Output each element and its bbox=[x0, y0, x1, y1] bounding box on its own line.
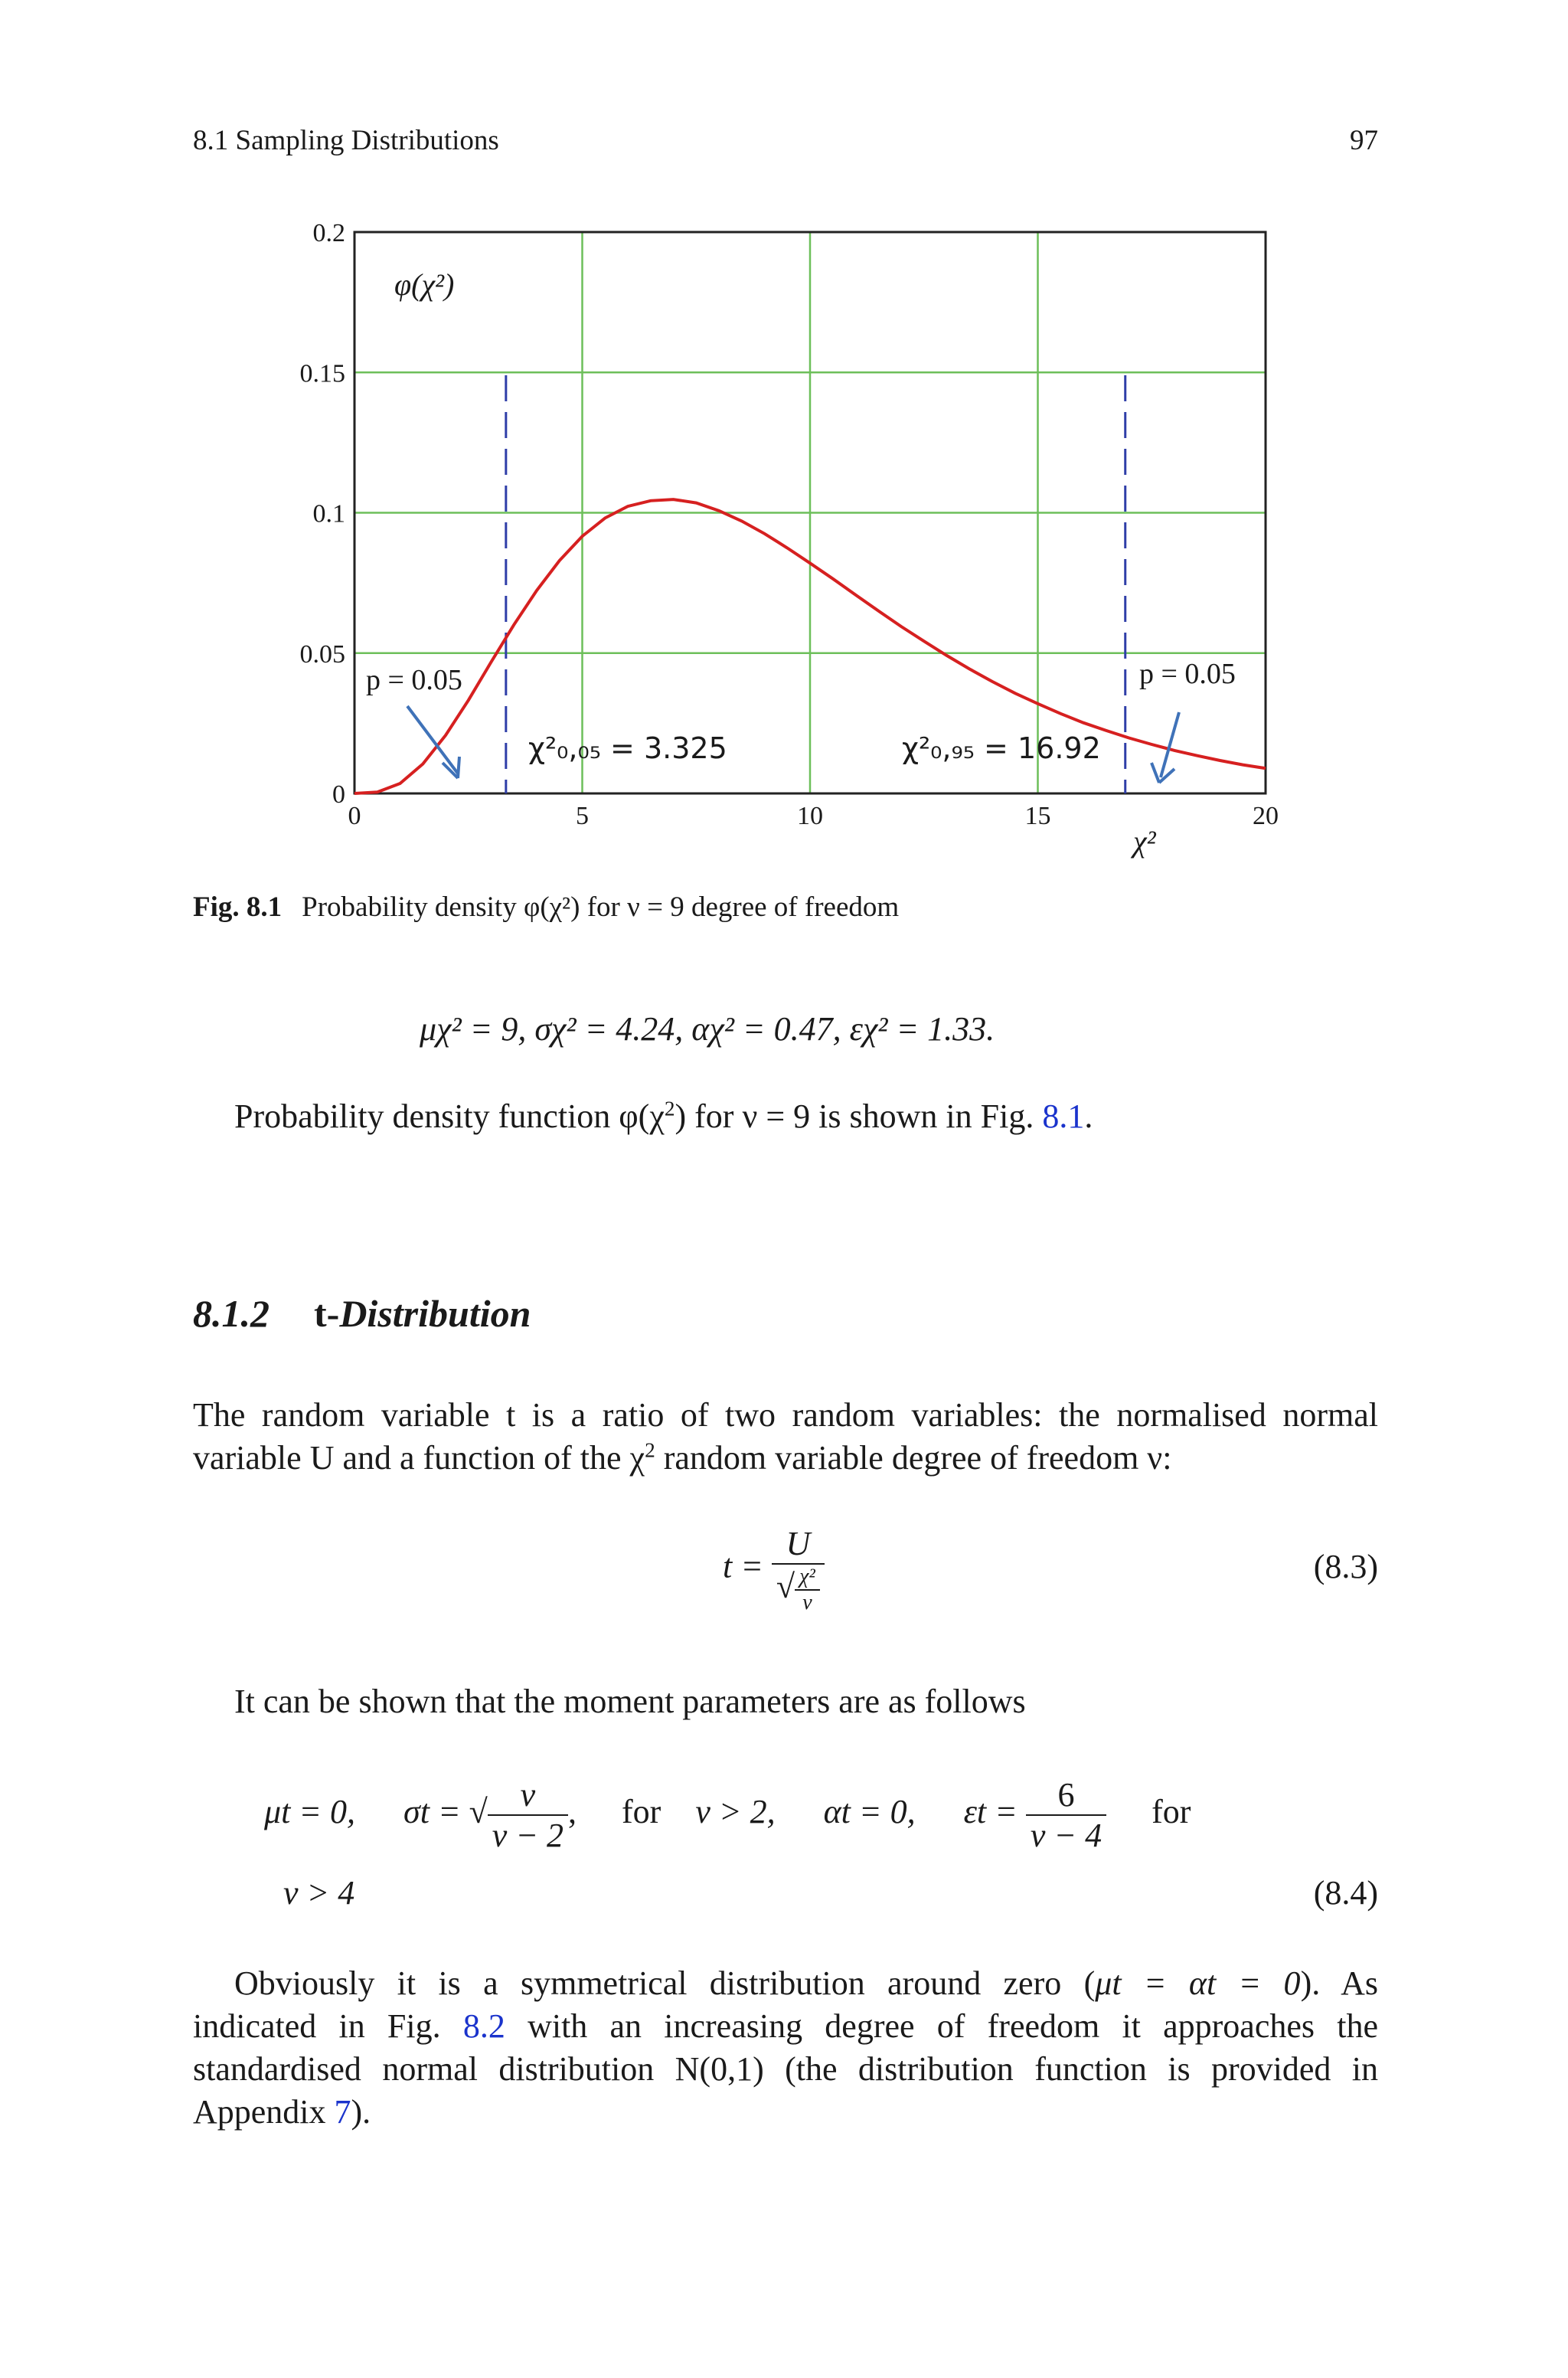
y-tick-label: 0.15 bbox=[299, 359, 345, 388]
y-tick-labels bbox=[300, 219, 346, 809]
chi-moments: μχ² = 9, σχ² = 4.24, αχ² = 0.47, εχ² = 1.33. bbox=[420, 1010, 995, 1048]
equation-8-4-condition: ν > 4 bbox=[283, 1874, 355, 1912]
paragraph-fig-reference: Probability density function $\varphi(\chi^2)$ for ν = 9 is shown in Fig. 8.1. bbox=[234, 1097, 1093, 1135]
section-title-text: Distribution bbox=[339, 1292, 531, 1335]
chi-square-density-chart bbox=[0, 0, 1568, 919]
chart-grid bbox=[354, 232, 1266, 793]
page-number: 97 bbox=[1350, 125, 1378, 156]
paragraph-intro-line1: The random variable t is a ratio of two random variables: the normalised normal bbox=[193, 1396, 1378, 1434]
caption-label: Fig. 8.1 bbox=[193, 891, 283, 923]
section-title: 8.1 Sampling Distributions bbox=[193, 125, 499, 156]
fig-8-1-link[interactable]: 8.1 bbox=[1042, 1097, 1085, 1135]
equation-8-3: t = U √ $\frac{\text{χ²}}{\nu}$ bbox=[723, 1524, 825, 1615]
x-tick-label: 10 bbox=[797, 802, 823, 830]
equation-number-8-3: (8.3) bbox=[1313, 1548, 1378, 1585]
x-tick-label: 15 bbox=[1024, 802, 1051, 830]
arrow-left bbox=[407, 706, 459, 778]
caption-text: Probability density φ(χ²) for ν = 9 degree of freedom bbox=[302, 891, 900, 923]
critical-label-low: χ²₀,₀₅ = 3.325 bbox=[528, 731, 727, 765]
y-tick-label: 0 bbox=[332, 780, 345, 809]
y-axis-label: φ(χ²) bbox=[394, 267, 455, 302]
y-tick-label: 0.05 bbox=[299, 639, 345, 669]
section-heading: 8.1.2 t-Distribution bbox=[193, 1292, 531, 1335]
y-tick-label: 0.2 bbox=[312, 219, 345, 247]
x-tick-label: 5 bbox=[576, 802, 589, 830]
paragraph-symmetry-line3: standardised normal distribution N(0,1) (the distribution function is provided in bbox=[193, 2050, 1378, 2088]
x-tick-label: 0 bbox=[348, 802, 361, 830]
p-annotation-left: p = 0.05 bbox=[366, 664, 462, 696]
equation-number-8-4: (8.4) bbox=[1313, 1874, 1378, 1912]
fig-8-2-link[interactable]: 8.2 bbox=[462, 2007, 505, 2045]
paragraph-symmetry-line2: indicated in Fig. 8.2 with an increasing degree of freedom it approaches the bbox=[193, 2007, 1378, 2045]
p-annotation-right: p = 0.05 bbox=[1139, 658, 1236, 690]
x-axis-label: χ² bbox=[1133, 824, 1156, 859]
section-number: 8.1.2 bbox=[193, 1292, 270, 1335]
figure-caption bbox=[193, 891, 899, 924]
y-tick-label: 0.1 bbox=[312, 499, 345, 528]
paragraph-symmetry-line4: Appendix 7). bbox=[193, 2093, 371, 2131]
paragraph-moments-intro: It can be shown that the moment parameters are as follows bbox=[234, 1683, 1026, 1720]
critical-label-high: χ²₀,₉₅ = 16.92 bbox=[902, 731, 1101, 765]
paragraph-symmetry-line1: Obviously it is a symmetrical distribution around zero (μt = αt = 0). As bbox=[234, 1964, 1379, 2002]
appendix-7-link[interactable]: 7 bbox=[334, 2093, 351, 2131]
equation-8-4: μt = 0, σt = √ $\frac{\nu}{\nu - 2}$ , for ν > 2, αt = 0, εt = $\frac{6}{\nu - 4}$ for bbox=[264, 1776, 1191, 1854]
x-tick-label: 20 bbox=[1253, 802, 1279, 830]
paragraph-intro-line2: variable U and a function of the $\chi^2$ random variable degree of freedom ν: bbox=[193, 1438, 1172, 1477]
